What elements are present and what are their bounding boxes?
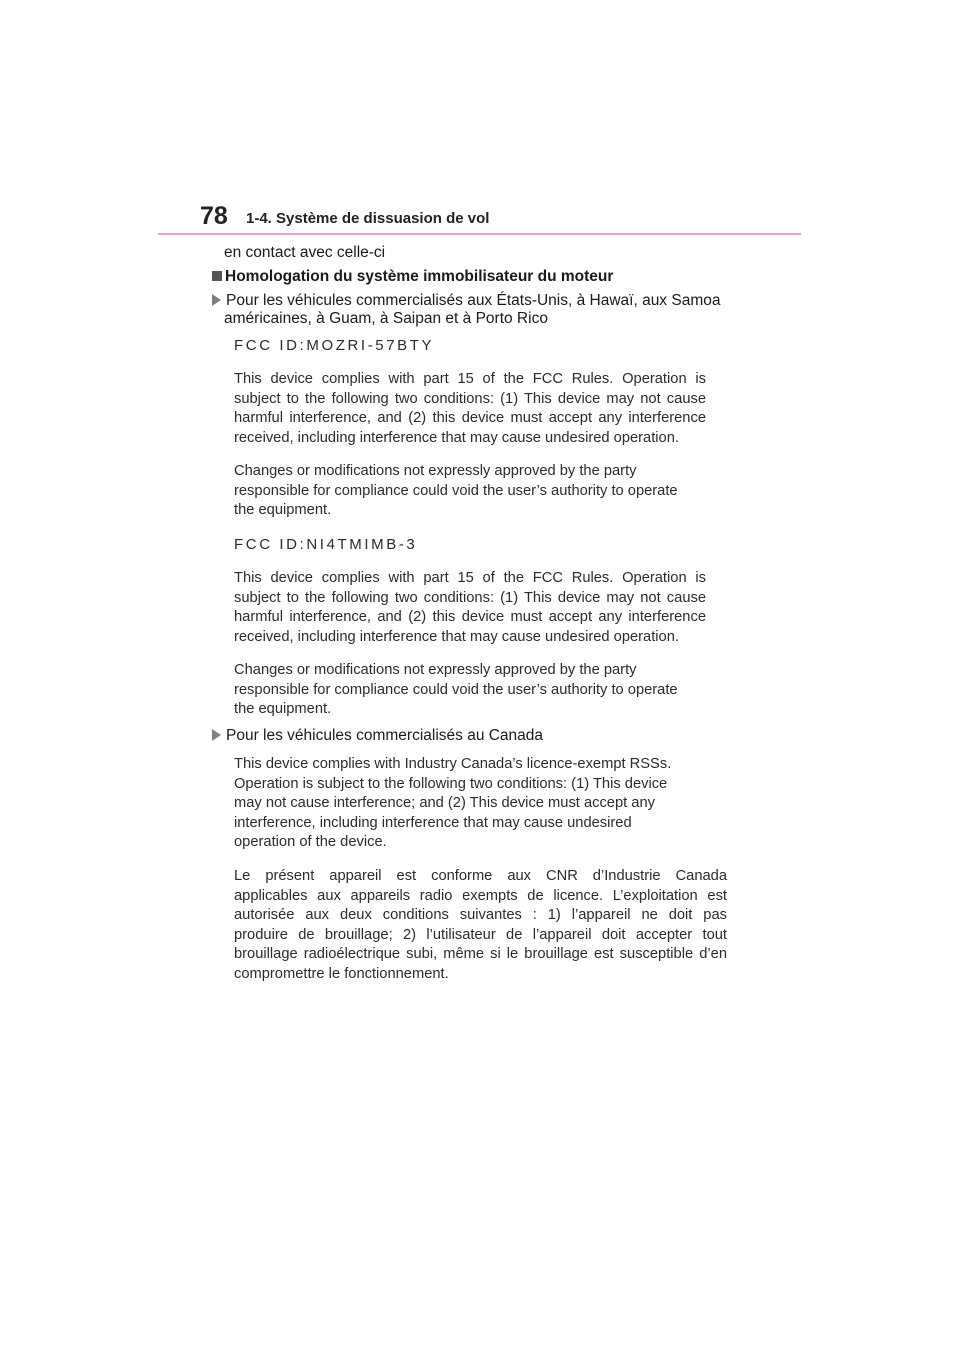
- text-line: the equipment.: [234, 701, 332, 717]
- bullet-us-line1: Pour les véhicules commercialisés aux États-Unis, à Hawaï, aux Samoa: [226, 292, 721, 309]
- fcc-id-2: FCC ID:NI4TMIMB-3: [234, 536, 418, 553]
- section-heading-text: Homologation du système immobilisateur du moteur: [225, 268, 614, 285]
- text-line: responsible for compliance could void the user’s authority to operate: [234, 681, 678, 698]
- text-line: Changes or modifications not expressly approved by the party: [234, 463, 637, 479]
- text-line: operation of the device.: [234, 834, 387, 850]
- text-line: Le présent appareil est conforme aux CNR d’Industrie Canada: [234, 868, 727, 884]
- square-bullet-icon: [212, 271, 222, 281]
- triangle-bullet-icon: [212, 294, 221, 306]
- bullet-canada-label: Pour les véhicules commercialisés au Canada: [226, 727, 544, 744]
- section-heading: [212, 268, 613, 286]
- fcc1-paragraph-2: [234, 462, 706, 521]
- fcc2-paragraph-2: [234, 661, 706, 720]
- text-line: the equipment.: [234, 502, 332, 518]
- text-line: responsible for compliance could void the user’s authority to operate: [234, 482, 678, 499]
- text-line: produire de brouillage; 2) l’utilisateur de l’appareil doit accepter tout: [234, 926, 727, 943]
- text-line: This device complies with part 15 of the FCC Rules. Operation is: [234, 371, 706, 387]
- page-number: 78: [200, 202, 228, 230]
- canada-french-paragraph: [234, 867, 727, 984]
- header-divider: [158, 233, 801, 235]
- text-line: Operation is subject to the following two conditions: (1) This device: [234, 775, 668, 792]
- text-line: Changes or modifications not expressly approved by the party: [234, 662, 637, 678]
- text-line: autorisée aux deux conditions suivantes : 1) l’appareil ne doit pas: [234, 907, 727, 923]
- bullet-us: [212, 292, 720, 328]
- section-title: 1-4. Système de dissuasion de vol: [246, 210, 490, 227]
- text-line: may not cause interference; and (2) This device must accept any: [234, 795, 655, 811]
- text-line: received, including interference that may cause undesired operation.: [234, 429, 679, 446]
- text-line: This device complies with Industry Canada’s licence-exempt RSSs.: [234, 756, 672, 772]
- bullet-canada: [212, 727, 543, 745]
- continuation-text: en contact avec celle-ci: [224, 244, 386, 261]
- fcc2-paragraph-1: [234, 569, 706, 647]
- fcc-id-1: FCC ID:MOZRI-57BTY: [234, 337, 435, 354]
- text-line: harmful interference, and (2) this device must accept any interference: [234, 410, 706, 426]
- text-line: compromettre le fonctionnement.: [234, 965, 449, 982]
- text-line: This device complies with part 15 of the FCC Rules. Operation is: [234, 570, 706, 586]
- text-line: received, including interference that may cause undesired operation.: [234, 628, 679, 645]
- text-line: brouillage radioélectrique subi, même si le brouillage est susceptible d’en: [234, 946, 727, 962]
- text-line: applicables aux appareils radio exempts de licence. L’exploitation est: [234, 887, 727, 904]
- text-line: subject to the following two conditions: (1) This device may not cause: [234, 390, 706, 407]
- page-header: [0, 196, 960, 236]
- triangle-bullet-icon: [212, 729, 221, 741]
- text-line: interference, including interference that may cause undesired: [234, 814, 632, 831]
- bullet-us-line2: américaines, à Guam, à Saipan et à Porto Rico: [224, 310, 548, 327]
- text-line: subject to the following two conditions: (1) This device may not cause: [234, 589, 706, 606]
- canada-english-paragraph: [234, 755, 714, 853]
- text-line: harmful interference, and (2) this device must accept any interference: [234, 609, 706, 625]
- fcc1-paragraph-1: [234, 370, 706, 448]
